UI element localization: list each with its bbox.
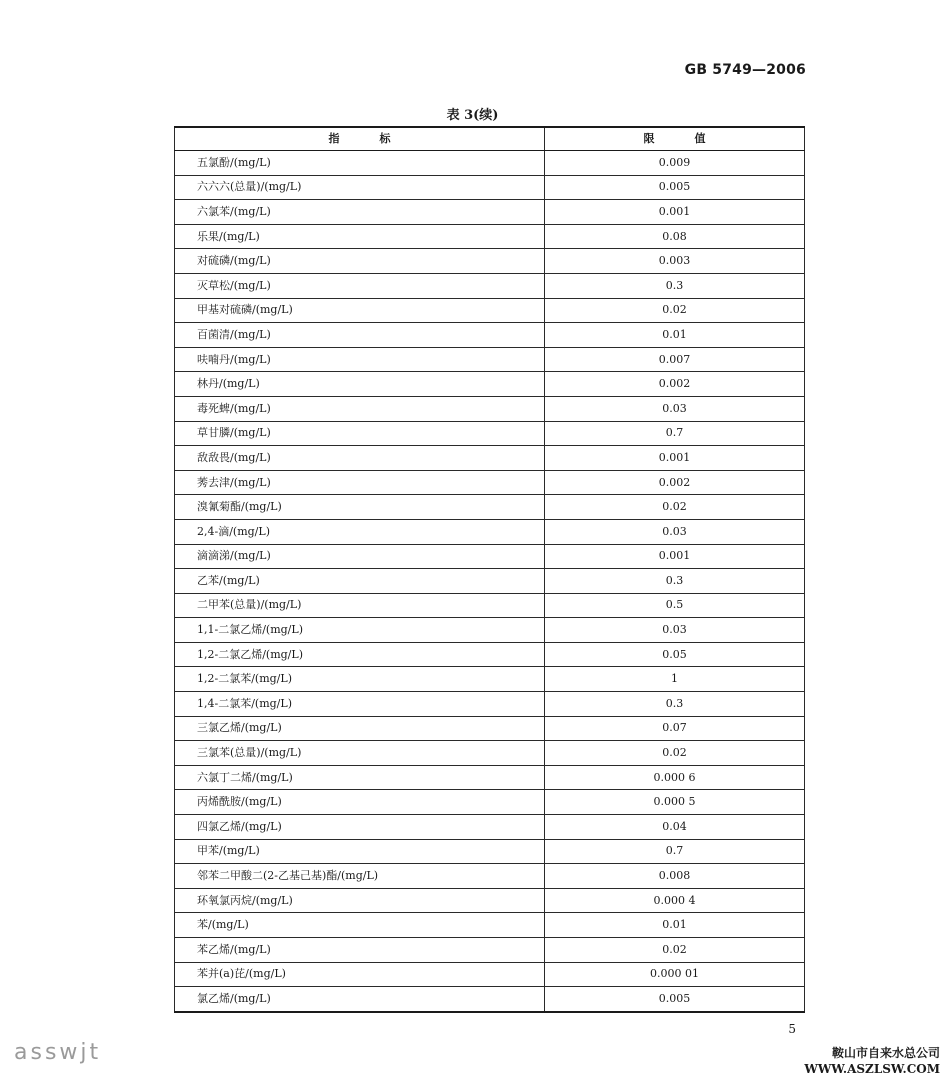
limit-value: 0.01 — [545, 913, 805, 938]
limit-value: 0.002 — [545, 372, 805, 397]
table-row — [175, 519, 805, 544]
indicator-name: 三氯乙烯/(mg/L) — [175, 716, 545, 741]
table-body — [175, 151, 805, 1012]
indicator-name: 百菌清/(mg/L) — [175, 323, 545, 348]
table-row — [175, 298, 805, 323]
indicator-name: 灭草松/(mg/L) — [175, 273, 545, 298]
table-header-row — [175, 127, 805, 151]
table-row — [175, 470, 805, 495]
table-row — [175, 544, 805, 569]
limit-value: 0.003 — [545, 249, 805, 274]
limit-value: 0.002 — [545, 470, 805, 495]
limit-value: 0.008 — [545, 864, 805, 889]
limit-value: 0.3 — [545, 569, 805, 594]
table-row — [175, 839, 805, 864]
limit-value: 0.000 01 — [545, 962, 805, 987]
table-row — [175, 593, 805, 618]
limit-value: 0.007 — [545, 347, 805, 372]
indicator-name: 1,2-二氯乙烯/(mg/L) — [175, 642, 545, 667]
limit-value: 0.08 — [545, 224, 805, 249]
column-header-indicator: 指标 — [175, 127, 545, 151]
limit-value: 0.000 5 — [545, 790, 805, 815]
limit-value: 0.04 — [545, 815, 805, 840]
indicator-name: 1,4-二氯苯/(mg/L) — [175, 692, 545, 717]
indicator-name: 六六六(总量)/(mg/L) — [175, 175, 545, 200]
company-name: 鞍山市自来水总公司 — [831, 1046, 940, 1060]
table-row — [175, 347, 805, 372]
table-row — [175, 987, 805, 1012]
limit-value: 0.7 — [545, 839, 805, 864]
indicator-name: 六氯苯/(mg/L) — [175, 200, 545, 225]
indicator-name: 邻苯二甲酸二(2-乙基己基)酯/(mg/L) — [175, 864, 545, 889]
indicator-name: 呋喃丹/(mg/L) — [175, 347, 545, 372]
table-row — [175, 790, 805, 815]
table-row — [175, 913, 805, 938]
limit-value: 0.02 — [545, 298, 805, 323]
indicator-name: 毒死蜱/(mg/L) — [175, 396, 545, 421]
indicator-name: 乙苯/(mg/L) — [175, 569, 545, 594]
limit-value: 0.005 — [545, 175, 805, 200]
indicator-name: 四氯乙烯/(mg/L) — [175, 815, 545, 840]
indicator-name: 1,2-二氯苯/(mg/L) — [175, 667, 545, 692]
table-row — [175, 249, 805, 274]
indicator-name: 乐果/(mg/L) — [175, 224, 545, 249]
table-row — [175, 224, 805, 249]
table-row — [175, 938, 805, 963]
table-row — [175, 618, 805, 643]
standard-code: GB 5749—2006 — [684, 62, 806, 78]
table-row — [175, 888, 805, 913]
indicator-name: 滴滴涕/(mg/L) — [175, 544, 545, 569]
table-row — [175, 372, 805, 397]
table-row — [175, 323, 805, 348]
limit-value: 0.7 — [545, 421, 805, 446]
company-stamp — [804, 1045, 940, 1077]
limit-value: 0.001 — [545, 200, 805, 225]
indicator-name: 溴氰菊酯/(mg/L) — [175, 495, 545, 520]
indicator-name: 甲基对硫磷/(mg/L) — [175, 298, 545, 323]
limit-value: 0.02 — [545, 938, 805, 963]
indicator-name: 三氯苯(总量)/(mg/L) — [175, 741, 545, 766]
limit-value: 0.03 — [545, 618, 805, 643]
limit-value: 0.07 — [545, 716, 805, 741]
limit-value: 0.3 — [545, 273, 805, 298]
table-row — [175, 962, 805, 987]
indicator-name: 苯并(a)芘/(mg/L) — [175, 962, 545, 987]
limit-value: 0.005 — [545, 987, 805, 1012]
table-row — [175, 396, 805, 421]
limit-value: 0.05 — [545, 642, 805, 667]
indicator-name: 环氧氯丙烷/(mg/L) — [175, 888, 545, 913]
indicator-name: 对硫磷/(mg/L) — [175, 249, 545, 274]
limit-value: 0.02 — [545, 741, 805, 766]
company-website[interactable]: WWW.ASZLSW.COM — [804, 1062, 940, 1076]
indicator-name: 林丹/(mg/L) — [175, 372, 545, 397]
table-row — [175, 446, 805, 471]
indicator-name: 莠去津/(mg/L) — [175, 470, 545, 495]
table-row — [175, 864, 805, 889]
indicator-name: 六氯丁二烯/(mg/L) — [175, 765, 545, 790]
table-row — [175, 569, 805, 594]
page-number: 5 — [788, 1022, 796, 1036]
limit-value: 0.001 — [545, 446, 805, 471]
table-row — [175, 765, 805, 790]
indicator-name: 氯乙烯/(mg/L) — [175, 987, 545, 1012]
indicator-name: 五氯酚/(mg/L) — [175, 151, 545, 176]
limit-value: 0.000 6 — [545, 765, 805, 790]
table-row — [175, 495, 805, 520]
table-row — [175, 175, 805, 200]
table-caption: 表 3(续) — [446, 108, 499, 123]
indicator-name: 草甘膦/(mg/L) — [175, 421, 545, 446]
limit-value: 0.000 4 — [545, 888, 805, 913]
limit-value: 0.3 — [545, 692, 805, 717]
table-row — [175, 667, 805, 692]
column-header-limit: 限值 — [545, 127, 805, 151]
indicator-name: 甲苯/(mg/L) — [175, 839, 545, 864]
table-row — [175, 716, 805, 741]
table-row — [175, 273, 805, 298]
limit-value: 0.009 — [545, 151, 805, 176]
table-row — [175, 741, 805, 766]
indicator-name: 苯/(mg/L) — [175, 913, 545, 938]
limit-value: 0.03 — [545, 519, 805, 544]
indicator-name: 2,4-滴/(mg/L) — [175, 519, 545, 544]
table-row — [175, 421, 805, 446]
indicator-name: 二甲苯(总量)/(mg/L) — [175, 593, 545, 618]
table-row — [175, 200, 805, 225]
limits-table — [174, 126, 805, 1013]
table-row — [175, 151, 805, 176]
indicator-name: 敌敌畏/(mg/L) — [175, 446, 545, 471]
limit-value: 0.02 — [545, 495, 805, 520]
limit-value: 0.001 — [545, 544, 805, 569]
table-row — [175, 692, 805, 717]
indicator-name: 丙烯酰胺/(mg/L) — [175, 790, 545, 815]
indicator-name: 1,1-二氯乙烯/(mg/L) — [175, 618, 545, 643]
watermark-text: asswjt — [14, 1040, 102, 1065]
limit-value: 0.5 — [545, 593, 805, 618]
indicator-name: 苯乙烯/(mg/L) — [175, 938, 545, 963]
limit-value: 0.03 — [545, 396, 805, 421]
limit-value: 0.01 — [545, 323, 805, 348]
limit-value: 1 — [545, 667, 805, 692]
table-row — [175, 642, 805, 667]
table-row — [175, 815, 805, 840]
